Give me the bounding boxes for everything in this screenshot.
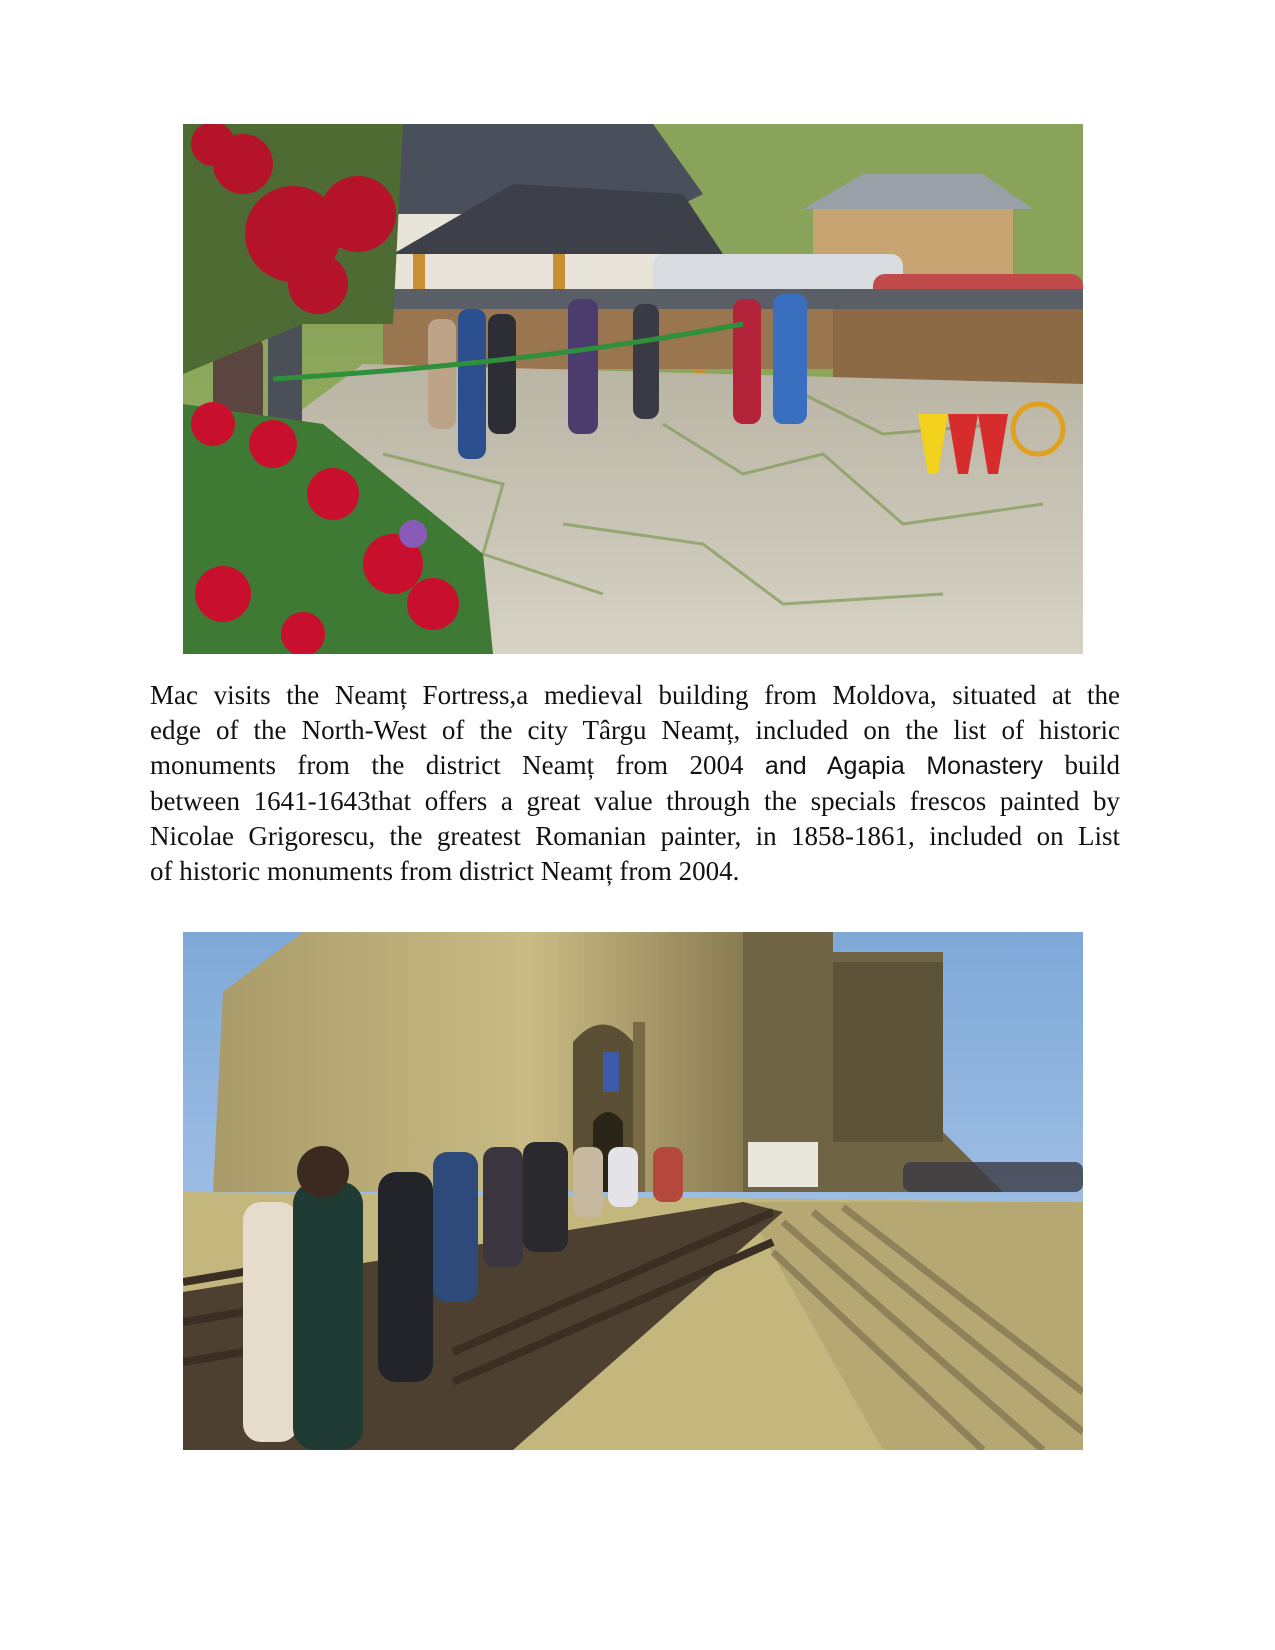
- fortress-photo: [183, 932, 1083, 1450]
- courtyard-photo: [183, 124, 1083, 654]
- caption-line-3-part-1: monuments from the district Neamț from 2004: [150, 750, 765, 780]
- caption-line-2: edge of the North-West of the city Târgu Neamț, included on the list of historic: [150, 715, 1120, 745]
- caption-paragraph: [150, 678, 1120, 889]
- caption-line-3: [150, 748, 1120, 784]
- caption-line-5: Nicolae Grigorescu, the greatest Romanian painter, in 1858-1861, included on List: [150, 821, 1120, 851]
- caption-line-1: Mac visits the Neamț Fortress,a medieval building from Moldova, situated at the: [150, 680, 1120, 710]
- caption-line-6: of historic monuments from district Neamț from 2004.: [150, 856, 740, 886]
- fortress-photo-icon: [183, 932, 1083, 1450]
- agapia-monastery-text: and Agapia Monastery: [764, 752, 1044, 780]
- caption-line-4: between 1641-1643that offers a great value through the specials frescos painted by: [150, 786, 1120, 816]
- courtyard-group-photo-icon: [183, 124, 1083, 654]
- caption-line-3-part-3: build: [1043, 750, 1120, 780]
